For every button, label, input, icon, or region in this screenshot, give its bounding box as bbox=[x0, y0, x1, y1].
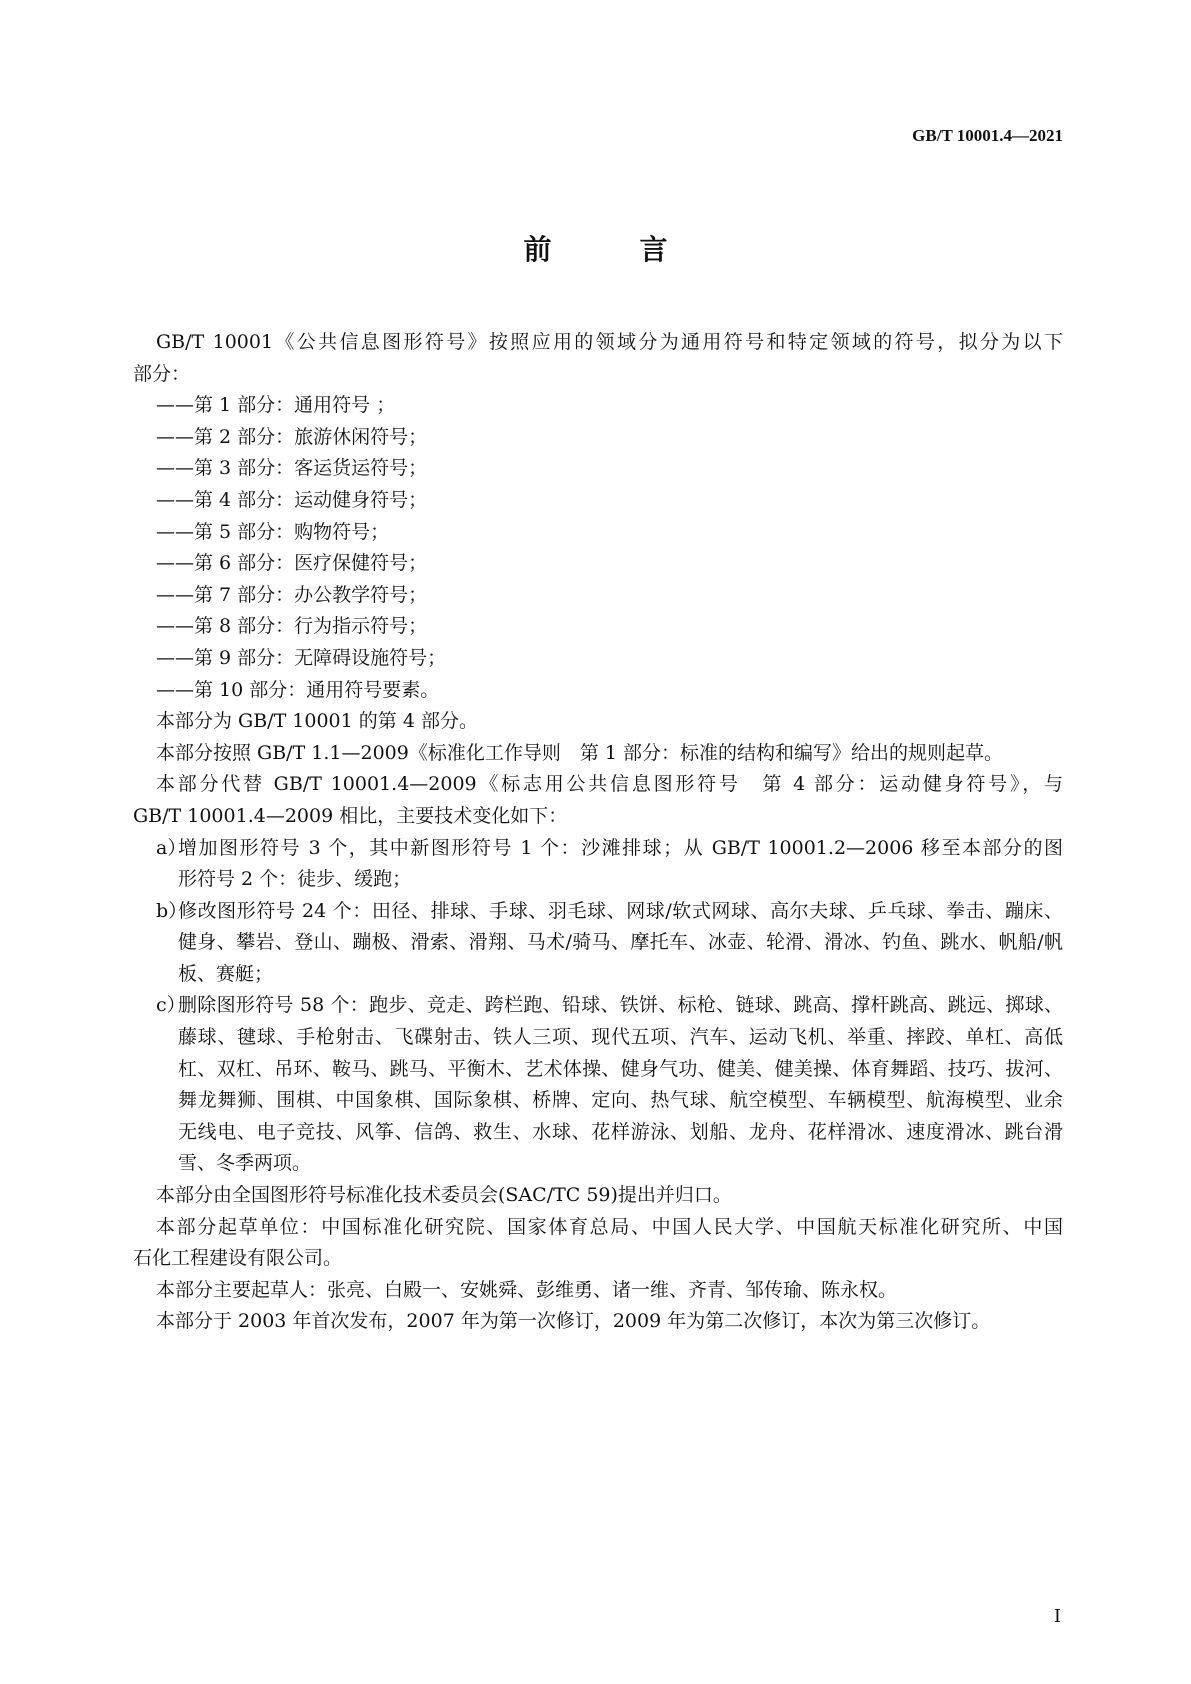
change-item bbox=[133, 896, 1063, 991]
part-list-item: ——第 10 部分：通用符号要素。 bbox=[156, 678, 440, 701]
change-item-label: c） bbox=[156, 994, 186, 1017]
change-item bbox=[133, 833, 1063, 896]
paragraph-drafters: 本部分主要起草人：张亮、白殿一、安姚舜、彭维勇、诸一维、齐青、邹传瑜、陈永权。 bbox=[156, 1278, 898, 1301]
change-item-line: 删除图形符号 58 个：跑步、竞走、跨栏跑、铅球、铁饼、标枪、链球、跳高、撑杆跳高、跳远、掷球、 bbox=[178, 994, 1063, 1017]
part-list-item: ——第 3 部分：客运货运符号； bbox=[156, 457, 428, 480]
change-item-line: 健身、攀岩、登山、蹦极、滑索、滑翔、马术/骑马、摩托车、冰壶、轮滑、滑冰、钓鱼、跳水、帆船/帆 bbox=[178, 931, 1063, 954]
part-list-item: ——第 1 部分：通用符号 ； bbox=[156, 394, 396, 417]
change-item bbox=[133, 990, 1063, 1180]
paragraph-replace-line: 本部分代替 GB/T 10001.4—2009《标志用公共信息图形符号 第 4 部分：运动健身符号》，与 bbox=[156, 773, 1063, 796]
paragraph-committee: 本部分由全国图形符号标准化技术委员会(SAC/TC 59)提出并归口。 bbox=[156, 1184, 732, 1207]
page-number: I bbox=[1053, 1606, 1061, 1627]
document-code-header: GB/T 10001.4—2021 bbox=[912, 126, 1063, 145]
change-item-line: 板、赛艇； bbox=[178, 962, 274, 985]
part-list-item: ——第 7 部分：办公教学符号； bbox=[156, 583, 428, 606]
change-item-label: b） bbox=[156, 899, 188, 922]
change-item-line: 舞龙舞狮、围棋、中国象棋、国际象棋、桥牌、定向、热气球、航空模型、车辆模型、航海模型、业余 bbox=[178, 1089, 1063, 1112]
changes-list bbox=[133, 833, 1063, 1181]
part-list-item: ——第 9 部分：无障碍设施符号； bbox=[156, 646, 447, 669]
paragraph-history: 本部分于 2003 年首次发布，2007 年为第一次修订，2009 年为第二次修订，本次为第三次修订。 bbox=[156, 1310, 991, 1333]
change-item-line: 雪、冬季两项。 bbox=[178, 1152, 312, 1175]
change-item-line: 修改图形符号 24 个：田径、排球、手球、羽毛球、网球/软式网球、高尔夫球、乒乓球、拳击、蹦床、 bbox=[178, 899, 1063, 922]
paragraph-replace-line: GB/T 10001.4—2009 相比，主要技术变化如下： bbox=[133, 804, 568, 827]
part-list-item: ——第 5 部分：购物符号； bbox=[156, 520, 390, 543]
change-item-line: 增加图形符号 3 个，其中新图形符号 1 个：沙滩排球；从 GB/T 10001.2—2006 移至本部分的图 bbox=[178, 836, 1063, 859]
part-list-item: ——第 8 部分：行为指示符号； bbox=[156, 615, 428, 638]
change-item-line: 杠、双杠、吊环、鞍马、跳马、平衡木、艺术体操、健身气功、健美、健美操、体育舞蹈、技巧、拔河、 bbox=[178, 1057, 1063, 1080]
part-list-item: ——第 4 部分：运动健身符号； bbox=[156, 488, 428, 511]
intro-line: GB/T 10001《公共信息图形符号》按照应用的领域分为通用符号和特定领域的符号，拟分为以下 bbox=[156, 331, 1063, 353]
change-item-label: a） bbox=[156, 836, 187, 859]
change-item-line: 藤球、毽球、手枪射击、飞碟射击、铁人三项、现代五项、汽车、运动飞机、举重、摔跤、单杠、高低 bbox=[178, 1026, 1063, 1049]
parts-list bbox=[133, 390, 1063, 706]
paragraph-units-line: 本部分起草单位：中国标准化研究院、国家体育总局、中国人民大学、中国航天标准化研究所、中国 bbox=[156, 1215, 1063, 1238]
change-item-line: 形符号 2 个：徒步、缓跑； bbox=[178, 868, 412, 891]
part-list-item: ——第 6 部分：医疗保健符号； bbox=[156, 552, 428, 575]
part-list-item: ——第 2 部分：旅游休闲符号； bbox=[156, 425, 428, 448]
intro-line: 部分： bbox=[133, 362, 191, 385]
paragraph-drafting: 本部分按照 GB/T 1.1—2009《标准化工作导则 第 1 部分：标准的结构和编写》给出的规则起草。 bbox=[156, 741, 1004, 764]
page-title: 前 言 bbox=[523, 233, 698, 266]
paragraph-units-line: 石化工程建设有限公司。 bbox=[133, 1247, 343, 1270]
foreword-body bbox=[133, 327, 1063, 1338]
change-item-line: 无线电、电子竞技、风筝、信鸽、救生、水球、花样游泳、划船、龙舟、花样滑冰、速度滑冰、跳台滑 bbox=[178, 1120, 1063, 1143]
paragraph-part: 本部分为 GB/T 10001 的第 4 部分。 bbox=[156, 710, 478, 733]
